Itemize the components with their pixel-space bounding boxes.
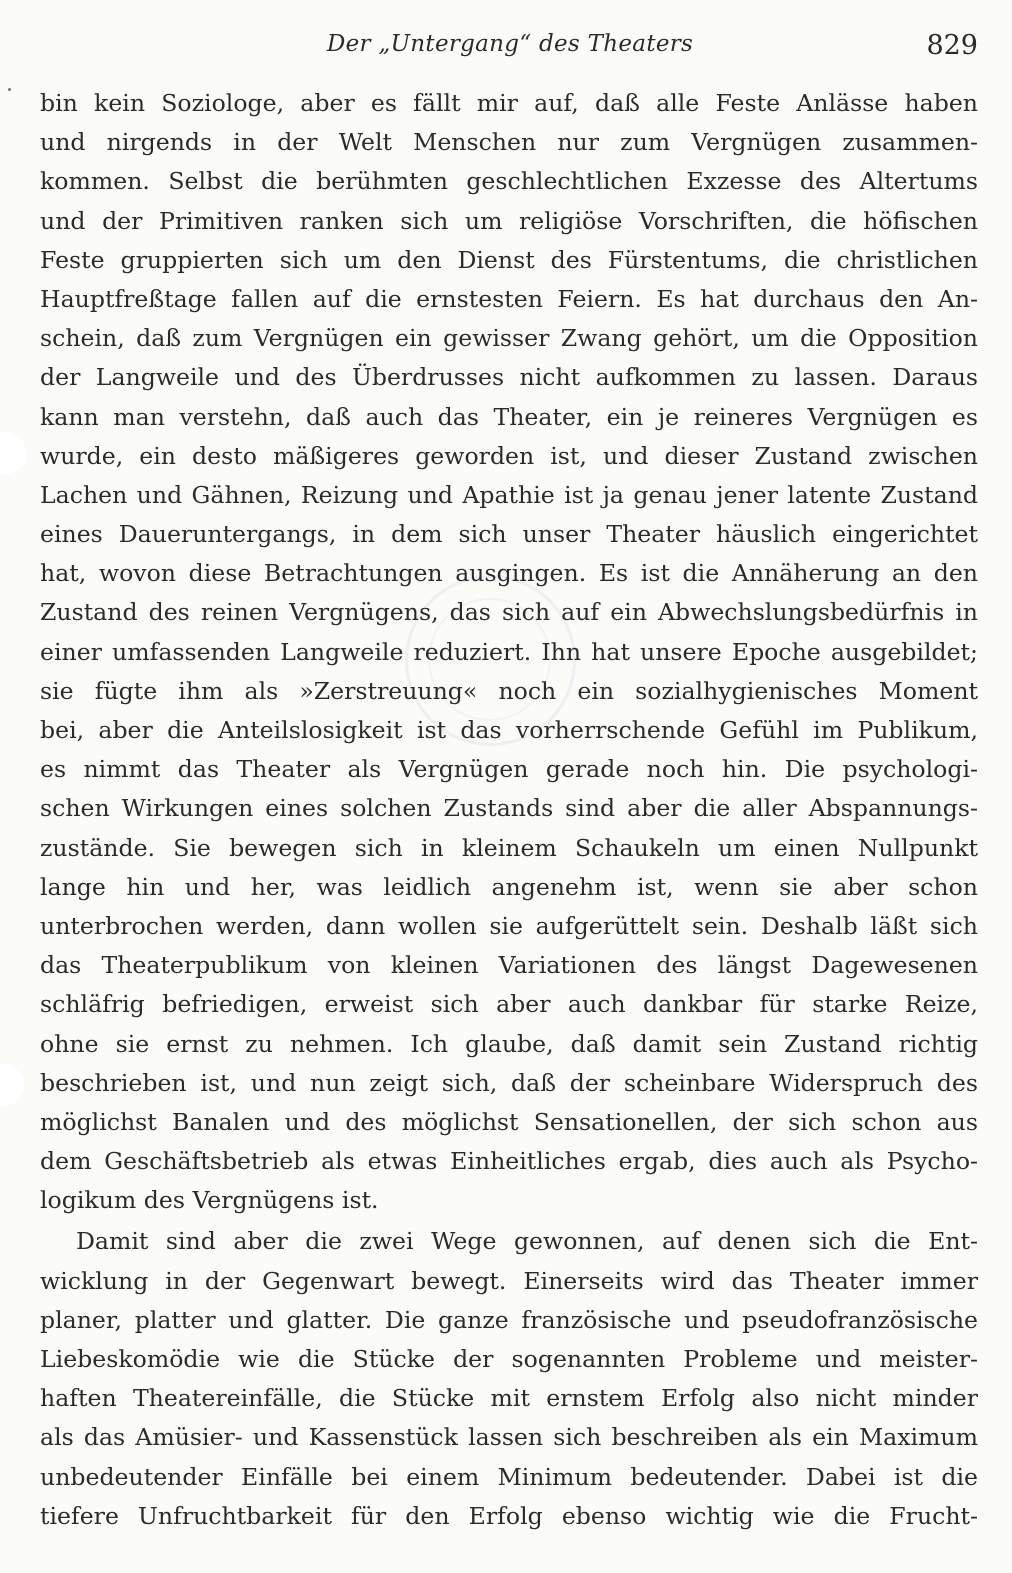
body-text [40, 84, 978, 1536]
text-line: schläfrig befriedigen, erweist sich aber auch dankbar für starke Reize, [40, 990, 978, 1019]
running-head [40, 26, 980, 62]
text-line: kann man verstehn, daß auch das Theater, ein je reineres Vergnügen es [40, 402, 978, 431]
text-line: hat, wovon diese Betrachtungen ausgingen. Es ist die Annäherung an den [40, 559, 978, 588]
text-line: eines Daueruntergangs, in dem sich unser Theater häuslich eingerichtet [40, 520, 978, 549]
punch-hole-lower [0, 1062, 26, 1108]
text-line-first: Damit sind aber die zwei Wege gewonnen, auf denen sich die Ent- [76, 1227, 978, 1256]
text-line: zustände. Sie bewegen sich in kleinem Schaukeln um einen Nullpunkt [40, 833, 978, 862]
text-line: unterbrochen werden, dann wollen sie aufgerüttelt sein. Deshalb läßt sich [40, 911, 978, 940]
text-line: Liebeskomödie wie die Stücke der sogenannten Probleme und meister- [40, 1345, 978, 1373]
text-line: und nirgends in der Welt Menschen nur zum Vergnügen zusammen- [40, 128, 978, 157]
text-line: schein, daß zum Vergnügen ein gewisser Zwang gehört, um die Opposition [40, 324, 978, 353]
text-line: Zustand des reinen Vergnügens, das sich auf ein Abwechslungsbedürfnis in [40, 598, 978, 627]
text-line: planer, platter und glatter. Die ganze französische und pseudofranzösische [40, 1305, 978, 1334]
text-line: tiefere Unfruchtbarkeit für den Erfolg ebenso wichtig wie die Frucht- [40, 1501, 978, 1530]
text-line: möglichst Banalen und des möglichst Sensationellen, der sich schon aus [40, 1107, 978, 1136]
text-line: wurde, ein desto mäßigeres geworden ist, und dieser Zustand zwischen [40, 441, 978, 470]
text-line: Lachen und Gähnen, Reizung und Apathie ist ja genau jener latente Zustand [40, 480, 978, 509]
text-line-last: logikum des Vergnügens ist. [40, 1186, 379, 1215]
text-line: bin kein Soziologe, aber es fällt mir auf, daß alle Feste Anlässe haben [40, 89, 978, 117]
punch-hole-upper [0, 430, 28, 476]
page-number: 829 [926, 30, 978, 61]
text-line: einer umfassenden Langweile reduziert. Ihn hat unsere Epoche ausgebildet; [40, 637, 978, 666]
running-title: Der „Untergang“ des Theaters [326, 31, 694, 57]
text-line: haften Theatereinfälle, die Stücke mit ernstem Erfolg also nicht minder [40, 1384, 978, 1413]
text-line: als das Amüsier- und Kassenstück lassen sich beschreiben als ein Maximum [40, 1423, 978, 1452]
text-line: der Langweile und des Überdrusses nicht aufkommen zu lassen. Daraus [40, 363, 978, 392]
text-line: das Theaterpublikum von kleinen Variationen des längst Dagewesenen [40, 951, 978, 980]
text-line: Feste gruppierten sich um den Dienst des Fürstentums, die christlichen [40, 245, 978, 274]
text-line: schen Wirkungen eines solchen Zustands sind aber die aller Abspannungs- [40, 794, 978, 823]
text-line: dem Geschäftsbetrieb als etwas Einheitliches ergab, dies auch als Psycho- [40, 1147, 978, 1176]
text-line: und der Primitiven ranken sich um religiöse Vorschriften, die höfischen [40, 206, 978, 235]
text-line: beschrieben ist, und nun zeigt sich, daß der scheinbare Widerspruch des [40, 1068, 978, 1097]
text-line: unbedeutender Einfälle bei einem Minimum bedeutender. Dabei ist die [40, 1462, 978, 1491]
text-line: kommen. Selbst die berühmten geschlechtlichen Exzesse des Altertums [40, 167, 978, 196]
text-line: sie fügte ihm als »Zerstreuung« noch ein sozialhygienisches Moment [40, 676, 978, 705]
paragraph-2 [40, 1222, 978, 1536]
scan-speck [8, 88, 11, 91]
text-line: lange hin und her, was leidlich angenehm ist, wenn sie aber schon [40, 872, 978, 901]
paragraph-1 [40, 84, 978, 1220]
text-line: Hauptfreßtage fallen auf die ernstesten Feiern. Es hat durchaus den An- [40, 284, 978, 313]
text-line: bei, aber die Anteilslosigkeit ist das vorherrschende Gefühl im Publikum, [40, 716, 978, 744]
text-line: ohne sie ernst zu nehmen. Ich glaube, daß damit sein Zustand richtig [40, 1029, 978, 1058]
text-line: es nimmt das Theater als Vergnügen gerade noch hin. Die psychologi- [40, 755, 978, 784]
text-line: wicklung in der Gegenwart bewegt. Einerseits wird das Theater immer [40, 1266, 978, 1295]
